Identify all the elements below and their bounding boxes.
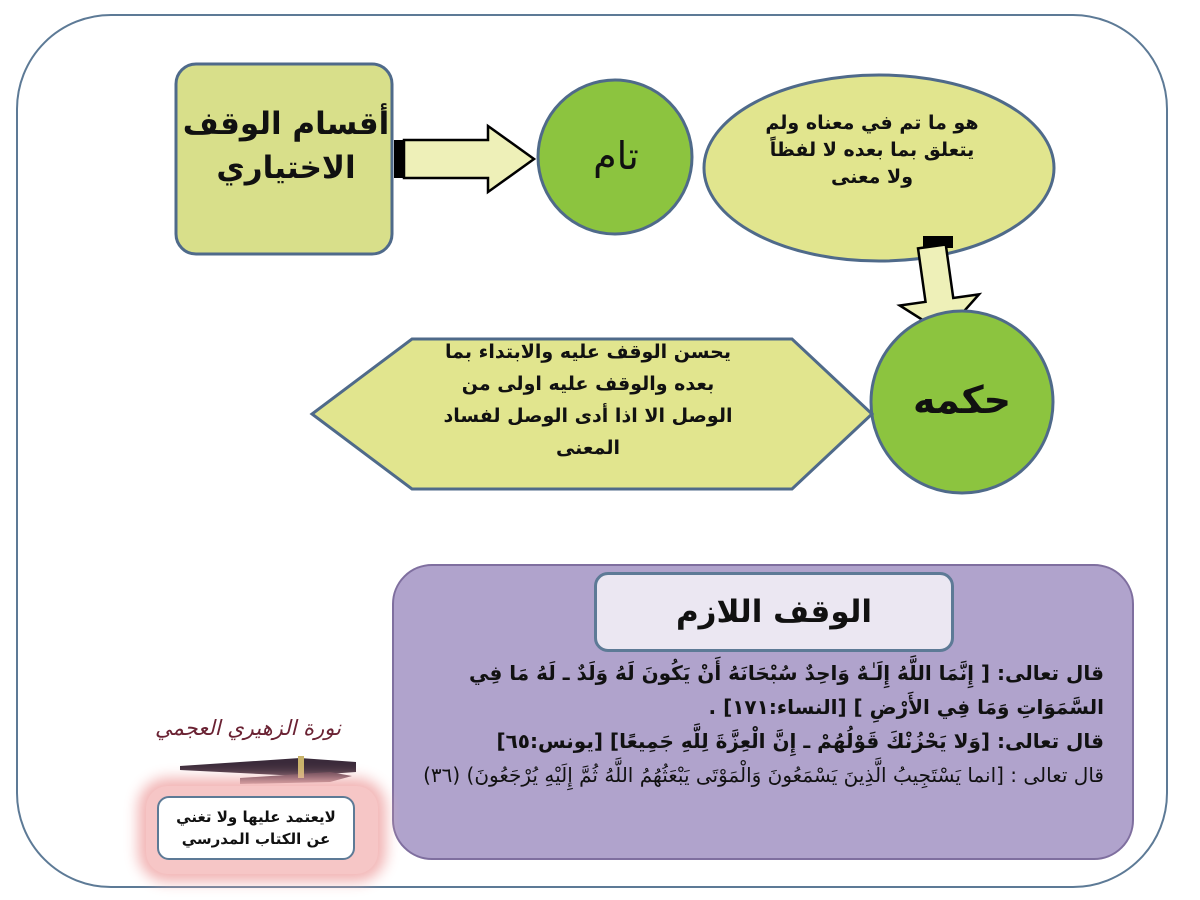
- ruling-line: المعنى: [555, 437, 621, 459]
- author-signature: نورة الزهيري العجمي: [154, 716, 341, 740]
- ruling-line: يحسن الوقف عليه والابتداء بما: [445, 341, 731, 363]
- verse-line: قال تعالى : [انما يَسْتَجِيبُ الَّذِينَ يَسْمَعُونَ وَالْمَوْتَى يَبْعَثُهُمُ اللَّهُ ثُمَّ إِلَيْهِ يُرْجَعُونَ) (٣٦): [423, 763, 1104, 787]
- category-label-line: أقسام الوقف: [182, 106, 390, 142]
- category-label: [180, 102, 392, 190]
- definition-line: يتعلق بما بعده لا لفظاً: [769, 139, 975, 161]
- definition-text: [735, 110, 1009, 191]
- definition-line: ولا معنى: [830, 166, 914, 188]
- note-line: لايعتمد عليها ولا تغني: [176, 808, 336, 826]
- note-line: عن الكتاب المدرسي: [181, 830, 331, 848]
- type-label: تام: [593, 134, 639, 178]
- definition-line: هو ما تم في معناه ولم: [765, 112, 979, 134]
- verses-list: [404, 656, 1104, 792]
- panel-title: الوقف اللازم: [594, 572, 954, 652]
- ruling-line: بعده والوقف عليه اولى من: [461, 373, 715, 395]
- category-label-line: الاختياري: [216, 150, 356, 186]
- arrow-right-icon: [394, 126, 534, 192]
- verse-line: قال تعالى: [ إِنَّمَا اللَّهُ إِلَـٰهٌ وَاحِدٌ سُبْحَانَهُ أَنْ يَكُونَ لَهُ وَلَدٌ ـ لَهُ مَا فِي السَّمَوَاتِ وَمَا فِي الأَرْضِ ] [النساء:١٧١] .: [468, 661, 1104, 719]
- disclaimer-note: [157, 796, 355, 860]
- ruling-label: حكمه: [912, 378, 1011, 422]
- ruling-line: الوصل الا اذا أدى الوصل لفساد: [443, 405, 733, 427]
- ruling-text: [398, 336, 778, 464]
- verse-line: قال تعالى: [وَلا يَحْزُنْكَ قَوْلُهُمْ ـ إِنَّ الْعِزَّةَ لِلَّهِ جَمِيعًا] [يونس:٦٥]: [496, 729, 1104, 753]
